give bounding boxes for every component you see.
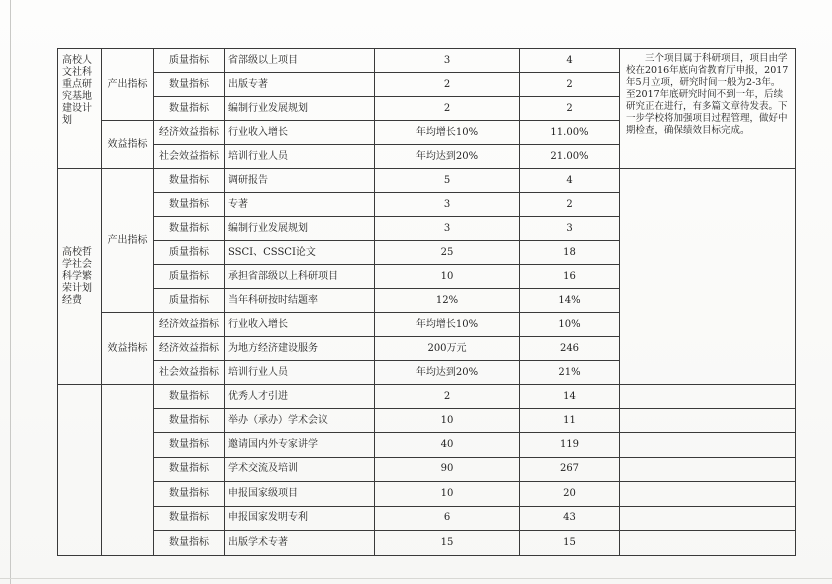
note-cell bbox=[620, 531, 796, 556]
target-value: 200万元 bbox=[375, 337, 520, 361]
sub-indicator: 数量指标 bbox=[154, 217, 225, 241]
sub-indicator: 数量指标 bbox=[154, 409, 225, 433]
target-value: 15 bbox=[375, 531, 520, 556]
actual-value: 14 bbox=[520, 385, 620, 409]
target-value: 5 bbox=[375, 169, 520, 193]
sub-indicator: 数量指标 bbox=[154, 506, 225, 531]
indicator-item: 调研报告 bbox=[225, 169, 375, 193]
sub-indicator: 数量指标 bbox=[154, 457, 225, 482]
indicator-item: 出版专著 bbox=[225, 73, 375, 97]
actual-value: 21% bbox=[520, 361, 620, 385]
deviation-note: 三个项目属于科研项目，项目由学校在2016年底向省教育厅申报，2017年5月立项，研究时间一般为2-3年。至2017年底研究时间不到一年，后续研究正在进行，有多篇文章待发表。下一步学校将加强项目过程管理，做好中期检查，确保绩效目标完成。 bbox=[620, 49, 796, 169]
actual-value: 21.00% bbox=[520, 145, 620, 169]
target-value: 3 bbox=[375, 49, 520, 73]
indicator-item: 承担省部级以上科研项目 bbox=[225, 265, 375, 289]
actual-value: 10% bbox=[520, 313, 620, 337]
target-value: 年均增长10% bbox=[375, 313, 520, 337]
page-edge-line bbox=[10, 0, 11, 584]
actual-value: 18 bbox=[520, 241, 620, 265]
sub-indicator: 数量指标 bbox=[154, 385, 225, 409]
project-name: 高校哲学社会科学繁荣计划经费 bbox=[58, 169, 102, 385]
actual-value: 14% bbox=[520, 289, 620, 313]
target-value: 2 bbox=[375, 73, 520, 97]
actual-value: 16 bbox=[520, 265, 620, 289]
indicator-item: 邀请国内外专家讲学 bbox=[225, 433, 375, 458]
page-bottom-line bbox=[0, 578, 832, 579]
sub-indicator: 质量指标 bbox=[154, 241, 225, 265]
indicator-item: 省部级以上项目 bbox=[225, 49, 375, 73]
target-value: 10 bbox=[375, 482, 520, 507]
target-value: 年均达到20% bbox=[375, 145, 520, 169]
sub-indicator: 质量指标 bbox=[154, 265, 225, 289]
target-value: 年均增长10% bbox=[375, 121, 520, 145]
indicator-item: 为地方经济建设服务 bbox=[225, 337, 375, 361]
indicator-item: 举办（承办）学术会议 bbox=[225, 409, 375, 433]
actual-value: 246 bbox=[520, 337, 620, 361]
indicator-item: 出版学术专著 bbox=[225, 531, 375, 556]
indicator-item: 申报国家级项目 bbox=[225, 482, 375, 507]
actual-value: 119 bbox=[520, 433, 620, 458]
sub-indicator: 数量指标 bbox=[154, 73, 225, 97]
indicator-category: 产出指标 bbox=[102, 169, 154, 313]
performance-indicator-table bbox=[57, 48, 796, 556]
project-name-empty bbox=[58, 385, 102, 556]
indicator-item: 培训行业人员 bbox=[225, 361, 375, 385]
note-cell bbox=[620, 457, 796, 482]
note-cell bbox=[620, 385, 796, 409]
sub-indicator: 质量指标 bbox=[154, 49, 225, 73]
target-value: 10 bbox=[375, 265, 520, 289]
indicator-item: 行业收入增长 bbox=[225, 121, 375, 145]
sub-indicator: 数量指标 bbox=[154, 482, 225, 507]
project-name: 高校人文社科重点研究基地建设计划 bbox=[58, 49, 102, 169]
note-cell bbox=[620, 409, 796, 433]
actual-value: 20 bbox=[520, 482, 620, 507]
actual-value: 3 bbox=[520, 217, 620, 241]
note-cell bbox=[620, 433, 796, 458]
indicator-item: 当年科研按时结题率 bbox=[225, 289, 375, 313]
indicator-category-empty bbox=[102, 385, 154, 556]
target-value: 年均达到20% bbox=[375, 361, 520, 385]
indicator-item: 申报国家发明专利 bbox=[225, 506, 375, 531]
sub-indicator: 数量指标 bbox=[154, 97, 225, 121]
sub-indicator: 经济效益指标 bbox=[154, 313, 225, 337]
target-value: 40 bbox=[375, 433, 520, 458]
target-value: 12% bbox=[375, 289, 520, 313]
indicator-item: 行业收入增长 bbox=[225, 313, 375, 337]
actual-value: 2 bbox=[520, 97, 620, 121]
sub-indicator: 数量指标 bbox=[154, 193, 225, 217]
actual-value: 15 bbox=[520, 531, 620, 556]
sub-indicator: 质量指标 bbox=[154, 289, 225, 313]
actual-value: 267 bbox=[520, 457, 620, 482]
actual-value: 4 bbox=[520, 169, 620, 193]
sub-indicator: 社会效益指标 bbox=[154, 361, 225, 385]
actual-value: 43 bbox=[520, 506, 620, 531]
actual-value: 2 bbox=[520, 193, 620, 217]
target-value: 3 bbox=[375, 193, 520, 217]
actual-value: 2 bbox=[520, 73, 620, 97]
actual-value: 4 bbox=[520, 49, 620, 73]
sub-indicator: 经济效益指标 bbox=[154, 337, 225, 361]
indicator-item: 编制行业发展规划 bbox=[225, 97, 375, 121]
actual-value: 11 bbox=[520, 409, 620, 433]
indicator-item: 优秀人才引进 bbox=[225, 385, 375, 409]
target-value: 2 bbox=[375, 97, 520, 121]
indicator-item: 学术交流及培训 bbox=[225, 457, 375, 482]
sub-indicator: 数量指标 bbox=[154, 531, 225, 556]
note-cell bbox=[620, 482, 796, 507]
indicator-item: 专著 bbox=[225, 193, 375, 217]
note-cell bbox=[620, 506, 796, 531]
indicator-category: 效益指标 bbox=[102, 313, 154, 385]
target-value: 2 bbox=[375, 385, 520, 409]
indicator-item: 培训行业人员 bbox=[225, 145, 375, 169]
indicator-item: 编制行业发展规划 bbox=[225, 217, 375, 241]
indicator-item: SSCI、CSSCI论文 bbox=[225, 241, 375, 265]
sub-indicator: 经济效益指标 bbox=[154, 121, 225, 145]
actual-value: 11.00% bbox=[520, 121, 620, 145]
target-value: 3 bbox=[375, 217, 520, 241]
indicator-category: 效益指标 bbox=[102, 121, 154, 169]
target-value: 10 bbox=[375, 409, 520, 433]
deviation-note-empty bbox=[620, 169, 796, 385]
sub-indicator: 数量指标 bbox=[154, 169, 225, 193]
sub-indicator: 社会效益指标 bbox=[154, 145, 225, 169]
indicator-category: 产出指标 bbox=[102, 49, 154, 121]
target-value: 90 bbox=[375, 457, 520, 482]
sub-indicator: 数量指标 bbox=[154, 433, 225, 458]
target-value: 6 bbox=[375, 506, 520, 531]
target-value: 25 bbox=[375, 241, 520, 265]
